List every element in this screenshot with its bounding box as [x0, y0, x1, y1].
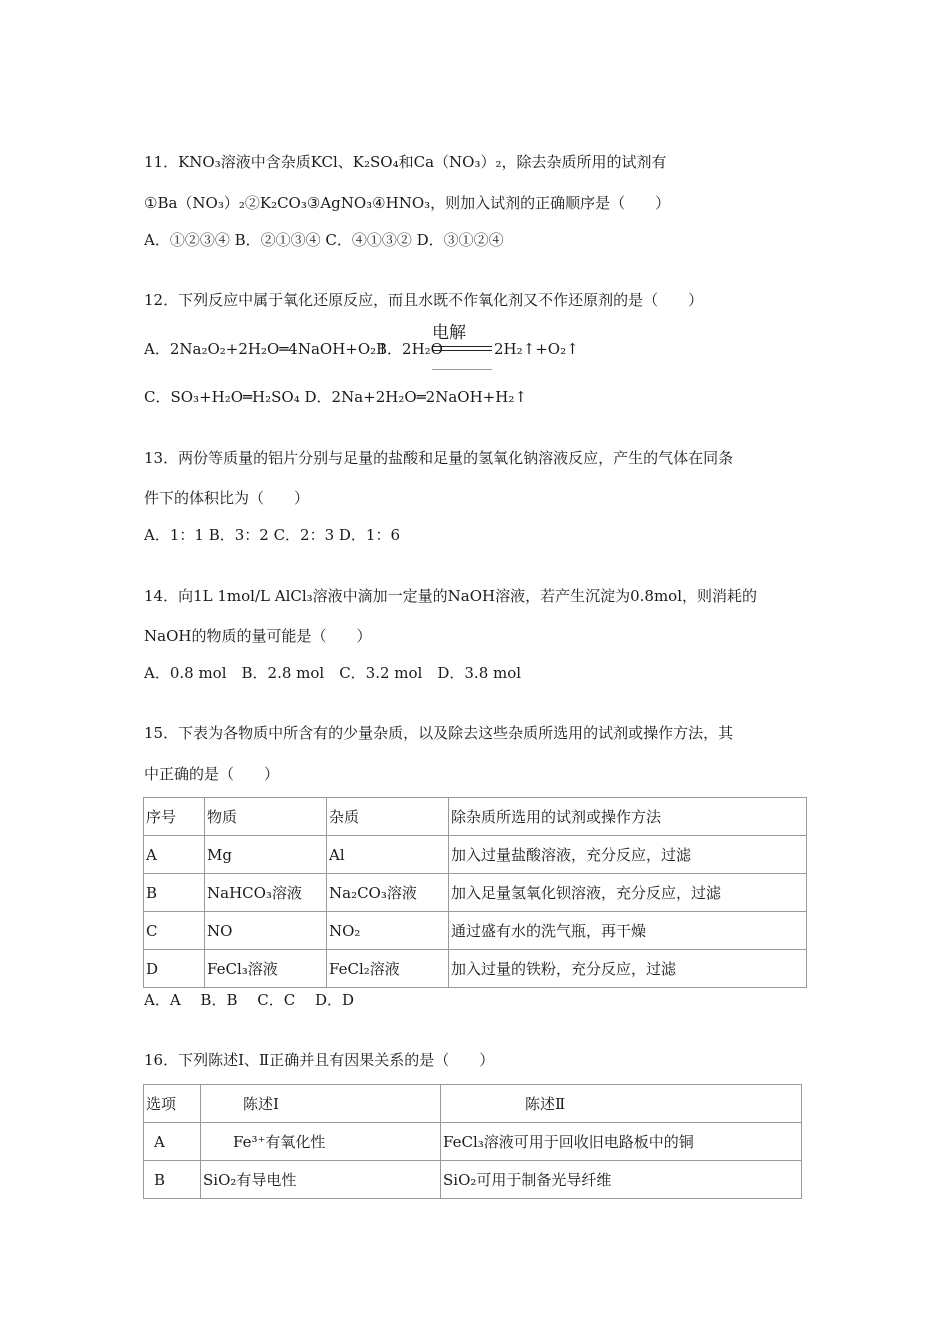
- table-cell: D: [144, 950, 205, 988]
- table-cell: A: [144, 836, 205, 874]
- table-cell: FeCl₃溶液: [205, 950, 327, 988]
- equation-bar: [432, 346, 492, 347]
- q13-stem-line2: 件下的体积比为（ ）: [144, 489, 310, 507]
- table-row: [144, 912, 807, 950]
- table-row: [144, 1123, 802, 1161]
- q11-stem-line2: ①Ba（NO₃）₂②K₂CO₃③AgNO₃④HNO₃，则加入试剂的正确顺序是（ ）: [144, 194, 671, 212]
- q11-options: A．①②③④ B．②①③④ C．④①③② D．③①②④: [144, 231, 504, 249]
- q14-stem-line2: NaOH的物质的量可能是（ ）: [144, 627, 372, 645]
- table-cell: NO: [205, 912, 327, 950]
- q15-stem-line1: 15．下表为各物质中所含有的少量杂质，以及除去这些杂质所选用的试剂或操作方法，其: [144, 724, 734, 742]
- q11-stem-line1: 11．KNO₃溶液中含杂质KCl、K₂SO₄和Ca（NO₃）₂，除去杂质所用的试剂有: [144, 153, 667, 171]
- table-cell: 通过盛有水的洗气瓶，再干燥: [449, 912, 807, 950]
- header-cell: 除杂质所选用的试剂或操作方法: [449, 798, 807, 836]
- header-cell: 序号: [144, 798, 205, 836]
- table-row: [144, 874, 807, 912]
- q14-stem-line1: 14．向1L 1mol/L AlCl₃溶液中滴加一定量的NaOH溶液，若产生沉淀为0.8mol，则消耗的: [144, 587, 758, 605]
- table-cell: FeCl₃溶液可用于回收旧电路板中的铜: [441, 1123, 802, 1161]
- table-cell: SiO₂有导电性: [201, 1161, 441, 1199]
- table-cell: NaHCO₃溶液: [205, 874, 327, 912]
- table-cell: Al: [327, 836, 449, 874]
- table-cell: NO₂: [327, 912, 449, 950]
- table-row: [144, 836, 807, 874]
- header-cell: 陈述Ⅰ: [201, 1085, 441, 1123]
- q13-options: A．1：1 B．3：2 C．2：3 D．1：6: [144, 526, 401, 544]
- q14-options: A．0.8 mol B．2.8 mol C．3.2 mol D．3.8 mol: [144, 664, 522, 682]
- table-cell: 加入过量盐酸溶液，充分反应，过滤: [449, 836, 807, 874]
- header-cell: 物质: [205, 798, 327, 836]
- q16-stem: 16．下列陈述Ⅰ、Ⅱ正确并且有因果关系的是（ ）: [144, 1051, 495, 1069]
- q12-option-b-label: B．2H₂O: [376, 340, 443, 358]
- table-cell: B: [144, 1161, 201, 1199]
- header-cell: 杂质: [327, 798, 449, 836]
- q16-table: [143, 1084, 802, 1199]
- table-cell: FeCl₂溶液: [327, 950, 449, 988]
- q12-option-a: A．2Na₂O₂+2H₂O═4NaOH+O₂↑: [144, 340, 389, 358]
- table-cell: SiO₂可用于制备光导纤维: [441, 1161, 802, 1199]
- header-cell: 选项: [144, 1085, 201, 1123]
- table-cell: Fe³⁺有氧化性: [201, 1123, 441, 1161]
- table-cell: Mg: [205, 836, 327, 874]
- equation-bar: [432, 350, 492, 351]
- electrolysis-condition: 电解: [432, 323, 466, 343]
- table-cell: 加入过量的铁粉，充分反应，过滤: [449, 950, 807, 988]
- q12-options-cd: C．SO₃+H₂O═H₂SO₄ D．2Na+2H₂O═2NaOH+H₂↑: [144, 388, 527, 406]
- q13-stem-line1: 13．两份等质量的铝片分别与足量的盐酸和足量的氢氧化钠溶液反应，产生的气体在同条: [144, 449, 734, 467]
- table-cell: C: [144, 912, 205, 950]
- table-cell: Na₂CO₃溶液: [327, 874, 449, 912]
- header-cell: 陈述Ⅱ: [441, 1085, 802, 1123]
- table-cell: A: [144, 1123, 201, 1161]
- table-row: [144, 950, 807, 988]
- q15-options: A．A B．B C．C D．D: [144, 991, 355, 1009]
- q15-stem-line2: 中正确的是（ ）: [144, 765, 280, 783]
- table-header-row: [144, 1085, 802, 1123]
- table-cell: B: [144, 874, 205, 912]
- q12-stem: 12．下列反应中属于氧化还原反应，而且水既不作氧化剂又不作还原剂的是（ ）: [144, 291, 704, 309]
- table-header-row: [144, 798, 807, 836]
- table-cell: 加入足量氢氧化钡溶液，充分反应，过滤: [449, 874, 807, 912]
- table-row: [144, 1161, 802, 1199]
- q12-option-b-products: 2H₂↑+O₂↑: [494, 340, 579, 358]
- condition-underline: [432, 369, 492, 370]
- q15-table: [143, 797, 807, 988]
